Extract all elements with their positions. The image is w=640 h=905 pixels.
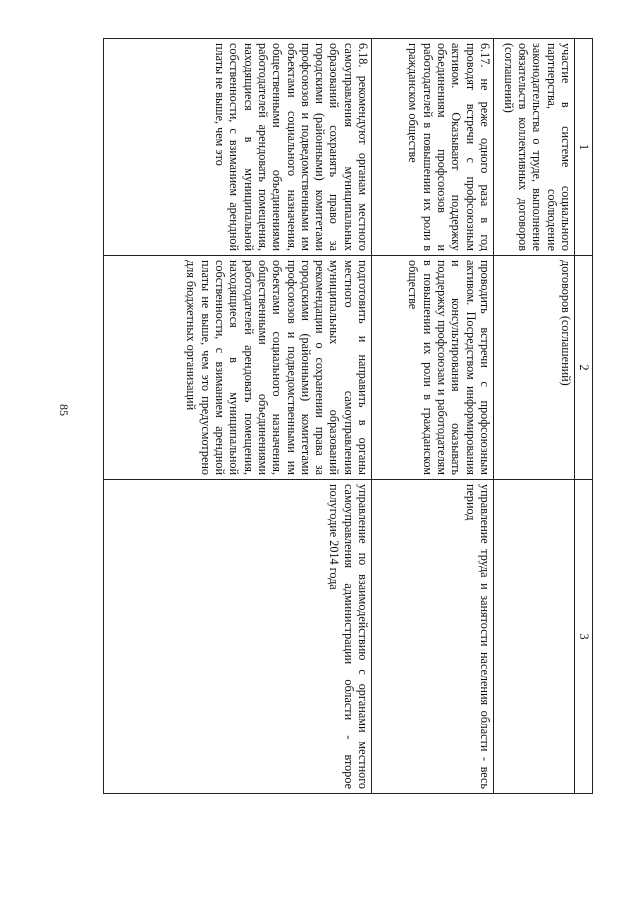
row1-responsible-cell [493, 480, 574, 794]
row2-action-cell: проводить встречи с профсоюзным активом. Посредством информирования и консультирования оказывать поддержку профсоюзам и работодателям в повышении их роли в гражданском обществе [372, 256, 494, 480]
row1-measure-cell: участие в системе социального партнерства, соблюдение законодательства о труде, выполнение обязательств коллективных договоров (соглашений) [493, 39, 574, 256]
table-row [104, 39, 372, 794]
table-row [493, 39, 574, 794]
header-cell-3: 3 [574, 480, 592, 794]
table-row [372, 39, 494, 794]
row1-action-cell: договоров (соглашений) [493, 256, 574, 480]
row3-measure-cell: 6.18. рекомендуют органам местного самоуправления муниципальных образований сохранять право за городскими (районными) комитетами профсоюзов и подведомственными им объектами социального назначения, общественными объединениями работодателей арендовать помещения, находящиеся в муниципальной собственности, с взиманием арендной платы не выше, чем это [104, 39, 372, 256]
row2-measure-cell: 6.17. не реже одного раза в год проводят встречи с профсоюзным активом. Оказывают поддержку объединениям профсоюзов и работодателей в повышении их роли в гражданском обществе [372, 39, 494, 256]
row2-responsible-cell: управление труда и занятости населения области - весь период [372, 480, 494, 794]
header-cell-2: 2 [574, 256, 592, 480]
row3-responsible-cell: управление по взаимодействию с органами местного самоуправления администрации области - второе полугодие 2014 года [104, 480, 372, 794]
row3-action-cell: подготовить и направить в органы местного самоуправления муниципальных образований рекомендации о сохранении права за городскими (районными) комитетами профсоюзов и подведомственными им объектами социального назначения, общественными объединениями работодателей арендовать помещения, находящиеся в муниципальной собственности, с взиманием арендной платы не выше, чем это предусмотрено для бюджетных организаций [104, 256, 372, 480]
rotated-page-content [103, 38, 593, 793]
table-header-row [574, 39, 592, 794]
landscape-table-wrapper [103, 38, 593, 793]
header-cell-1: 1 [574, 39, 592, 256]
page-number: 85 [57, 404, 71, 416]
measures-table [103, 38, 593, 794]
